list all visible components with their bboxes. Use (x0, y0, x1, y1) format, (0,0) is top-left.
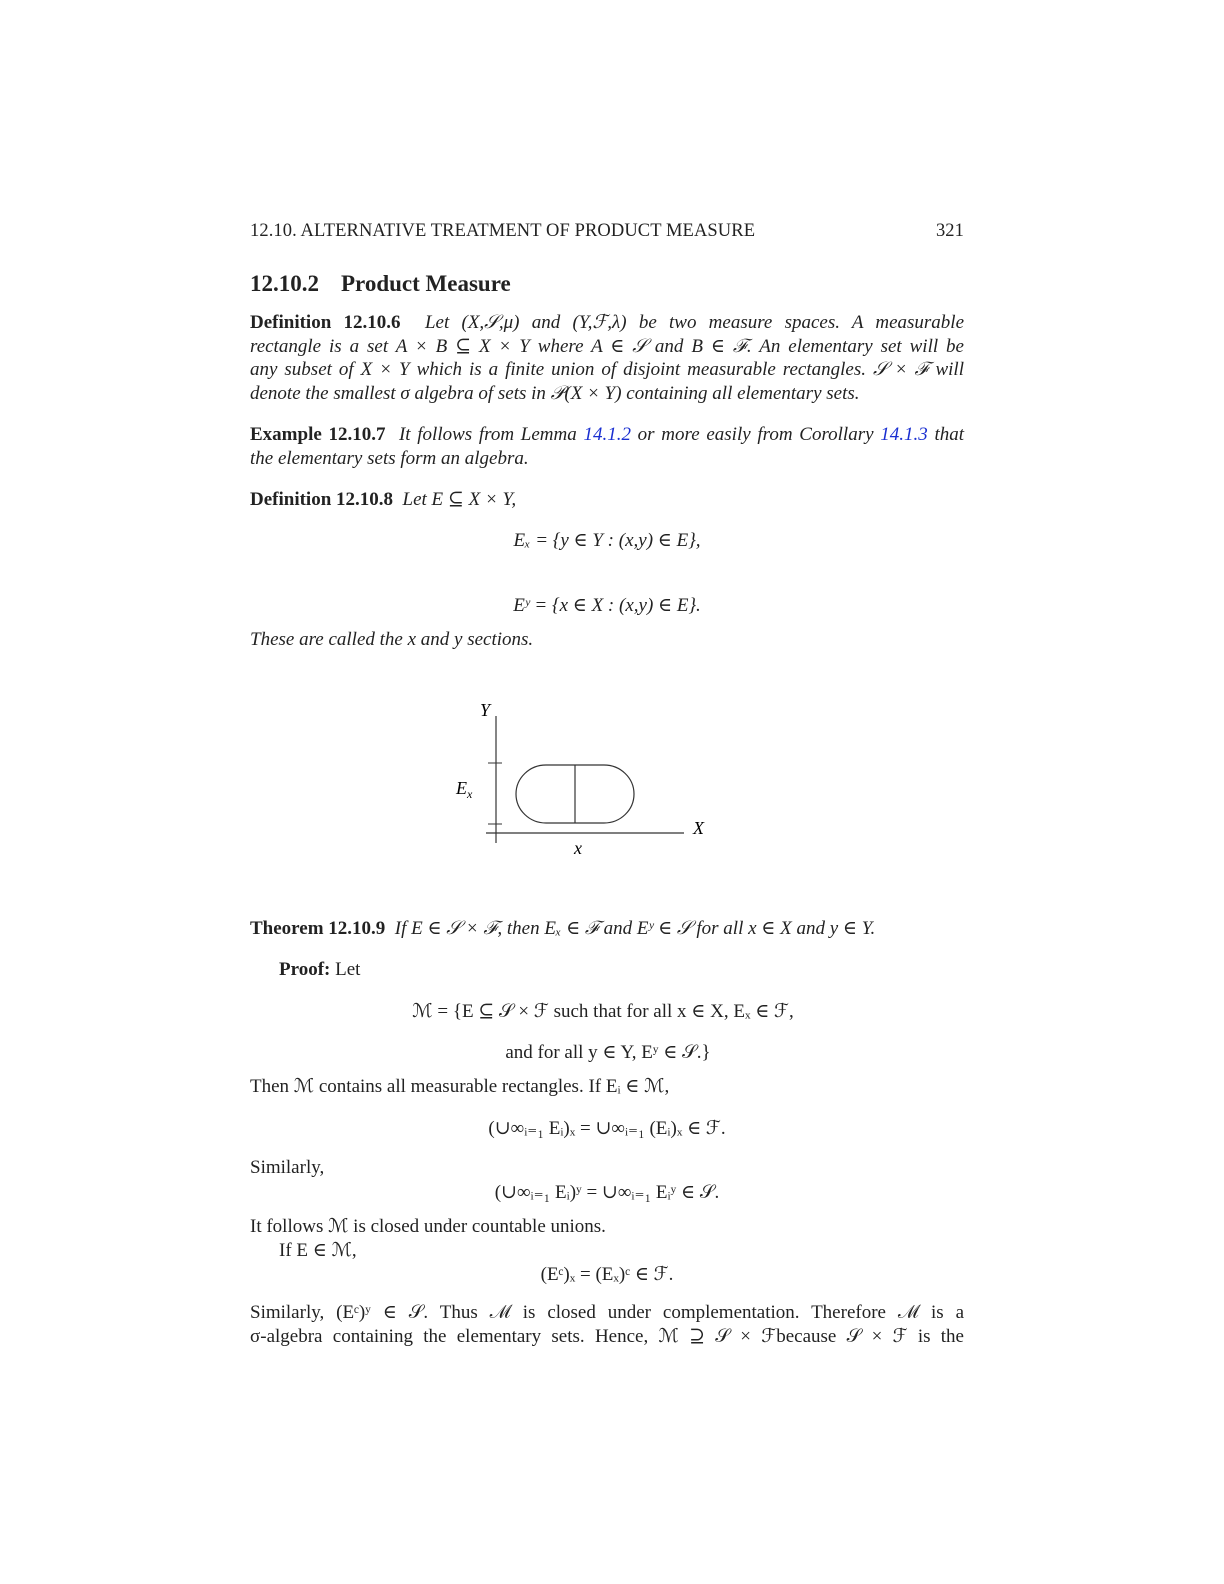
proof-conclusion (250, 1301, 964, 1348)
proof-line: σ-algebra containing the elementary sets. Hence, ℳ ⊇ 𝒮 × ℱbecause 𝒮 × ℱ is the (250, 1325, 964, 1347)
equation-complement: (Eᶜ)ₓ = (Eₓ)ᶜ ∈ ℱ. (540, 1264, 674, 1285)
proof-then: Then ℳ contains all measurable rectangles. If Eᵢ ∈ ℳ, (250, 1076, 670, 1097)
x-axis-label: X (693, 818, 704, 838)
section-heading (250, 271, 511, 297)
example-line: the elementary sets form an algebra. (250, 447, 529, 469)
definition-line: denote the smallest σ algebra of sets in 𝒫(X × Y) containing all elementary sets. (250, 383, 860, 405)
equation-m-line1: ℳ = {E ⊆ 𝒮 × ℱ such that for all x ∈ X, Eₓ ∈ ℱ, (412, 1001, 794, 1022)
definition-line: Let (X,𝒮,μ) and (Y,ℱ,λ) be two measure spaces. A measurable (424, 312, 965, 333)
example-text: It follows from Lemma (398, 424, 577, 445)
page-number: 321 (935, 221, 964, 241)
header-section-title: 12.10. ALTERNATIVE TREATMENT OF PRODUCT MEASURE (250, 221, 756, 241)
sections-remark: These are called the x and y sections. (250, 629, 534, 650)
equation-x-section: Eₓ = {y ∈ Y : (x,y) ∈ E}, (513, 530, 701, 551)
x-point-label: x (574, 838, 582, 858)
equation-y-section: Eʸ = {x ∈ X : (x,y) ∈ E}. (513, 595, 701, 616)
equation-union-x: (∪∞ᵢ₌₁ Eᵢ)ₓ = ∪∞ᵢ₌₁ (Eᵢ)ₓ ∈ ℱ. (488, 1118, 726, 1139)
ex-label: $E_x$ (456, 778, 473, 801)
theorem-label: Theorem 12.10.9 (250, 918, 386, 939)
proof-start (279, 959, 993, 981)
equation-m-line2: and for all y ∈ Y, Eʸ ∈ 𝒮.} (505, 1042, 711, 1063)
lemma-link[interactable]: 14.1.2 (583, 424, 631, 445)
proof-text: Let (335, 959, 361, 980)
running-header (250, 221, 964, 242)
equation-union-y: (∪∞ᵢ₌₁ Eᵢ)ʸ = ∪∞ᵢ₌₁ Eᵢʸ ∈ 𝒮. (494, 1182, 720, 1203)
example-text: that (934, 424, 965, 445)
definition-label: Definition 12.10.6 (250, 312, 401, 333)
definition-text: Let E ⊆ X × Y, (402, 489, 517, 510)
proof-closed: It follows ℳ is closed under countable unions. (250, 1216, 606, 1237)
y-axis-label: Y (480, 700, 491, 720)
proof-label: Proof: (279, 959, 331, 980)
definition-line: rectangle is a set A × B ⊆ X × Y where A ∈ 𝒮 and B ∈ ℱ. An elementary set will be (250, 335, 964, 357)
definition-12-10-6 (250, 311, 964, 406)
proof-similarly: Similarly, (250, 1157, 325, 1178)
definition-12-10-8 (250, 488, 964, 512)
example-text: or more easily from Corollary (637, 424, 874, 445)
section-number: 12.10.2 (250, 271, 319, 296)
theorem-text: If E ∈ 𝒮 × ℱ, then Eₓ ∈ ℱ and Eʸ ∈ 𝒮 for all x ∈ X and y ∈ Y. (394, 918, 876, 939)
section-figure (450, 700, 720, 860)
example-label: Example 12.10.7 (250, 424, 386, 445)
proof-if: If E ∈ ℳ, (279, 1240, 357, 1261)
corollary-link[interactable]: 14.1.3 (880, 424, 928, 445)
example-12-10-7 (250, 423, 964, 470)
section-title: Product Measure (341, 271, 511, 296)
theorem-12-10-9 (250, 917, 964, 941)
definition-label: Definition 12.10.8 (250, 489, 394, 510)
proof-line: Similarly, (Eᶜ)ʸ ∈ 𝒮. Thus ℳ is closed under complementation. Therefore ℳ is a (250, 1302, 964, 1323)
definition-line: any subset of X × Y which is a finite union of disjoint measurable rectangles. 𝒮 × ℱ will (250, 359, 964, 381)
